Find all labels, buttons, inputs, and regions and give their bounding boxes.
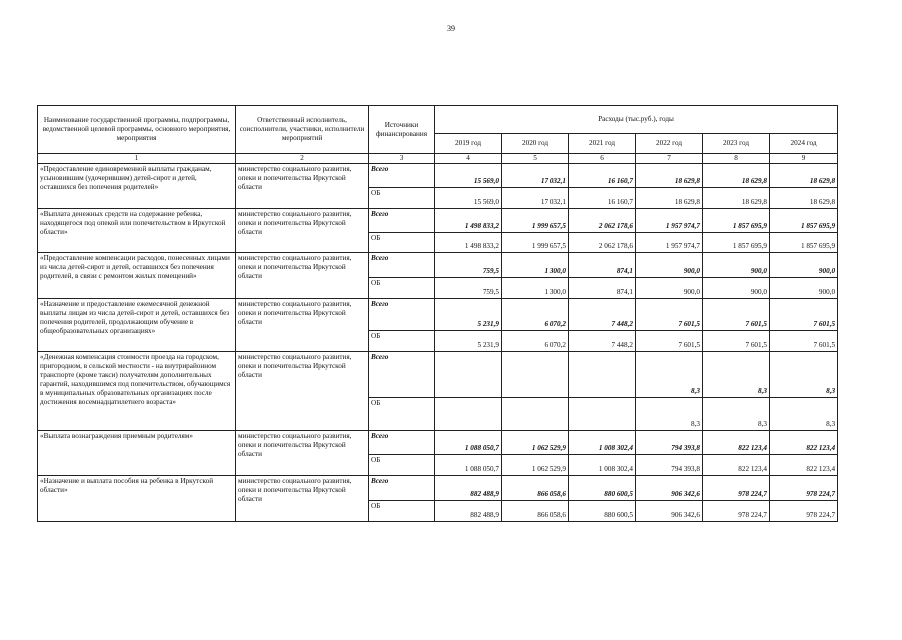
- ob-value: 978 224,7: [770, 501, 838, 522]
- funding-source-total: Всего: [369, 299, 435, 331]
- ob-value: 866 058,6: [502, 501, 569, 522]
- total-value: 1 498 833,2: [435, 209, 502, 233]
- ob-value: 759,5: [435, 278, 502, 299]
- program-name: «Денежная компенсация стоимости проезда на городском, пригородном, в сельской местности - на внутрирайонном транспорте (кроме такси) получателям дополнительных гарантий, находившимся под попечительством, обучающимся в муниципальных образовательных организациях после достижения восемнадцатилетнего возраста»: [38, 352, 236, 431]
- ob-value: 1 062 529,9: [502, 455, 569, 476]
- column-index: 4: [435, 154, 502, 164]
- funding-source-ob: ОБ: [369, 278, 435, 299]
- total-value: 5 231,9: [435, 299, 502, 331]
- program-name: «Предоставление единовременной выплаты гражданам, усыновившим (удочерившим) детей-сирот и детей, оставшихся без попечения родителей»: [38, 164, 236, 209]
- total-value: 822 123,4: [770, 431, 838, 455]
- total-value: 1 957 974,7: [636, 209, 703, 233]
- header-year: 2019 год: [435, 134, 502, 154]
- total-value: 1 999 657,5: [502, 209, 569, 233]
- ob-value: 900,0: [770, 278, 838, 299]
- total-value: [569, 352, 636, 398]
- ob-value: 7 601,5: [636, 331, 703, 352]
- total-value: 882 488,9: [435, 476, 502, 501]
- executor: министерство социального развития, опеки и попечительства Иркутской области: [236, 209, 369, 253]
- executor: министерство социального развития, опеки и попечительства Иркутской области: [236, 253, 369, 299]
- funding-source-total: Всего: [369, 352, 435, 398]
- page-number: 39: [447, 24, 455, 33]
- ob-value: 17 032,1: [502, 188, 569, 209]
- executor: министерство социального развития, опеки и попечительства Иркутской области: [236, 476, 369, 522]
- header-program-name: Наименование государственной программы, подпрограммы, ведомственной целевой программы, основного мероприятия, мероприятия: [38, 106, 236, 154]
- header-funding-source: Источники финансирования: [369, 106, 435, 154]
- ob-value: 16 160,7: [569, 188, 636, 209]
- total-value: 874,1: [569, 253, 636, 278]
- ob-value: 900,0: [703, 278, 770, 299]
- ob-value: 18 629,8: [636, 188, 703, 209]
- ob-value: 7 448,2: [569, 331, 636, 352]
- total-value: 822 123,4: [703, 431, 770, 455]
- column-index: 5: [502, 154, 569, 164]
- program-name: «Предоставление компенсации расходов, понесенных лицами из числа детей-сирот и детей, оставшихся без попечения родителей, в связи с ремонтом жилых помещений»: [38, 253, 236, 299]
- table-row: [38, 209, 838, 233]
- ob-value: 15 569,0: [435, 188, 502, 209]
- total-value: 794 393,8: [636, 431, 703, 455]
- ob-value: [435, 398, 502, 431]
- executor: министерство социального развития, опеки и попечительства Иркутской области: [236, 352, 369, 431]
- total-value: 8,3: [703, 352, 770, 398]
- ob-value: 880 600,5: [569, 501, 636, 522]
- expenses-table: [37, 105, 838, 522]
- total-value: 1 008 302,4: [569, 431, 636, 455]
- ob-value: 1 999 657,5: [502, 233, 569, 253]
- table-row: [38, 431, 838, 455]
- total-value: 6 070,2: [502, 299, 569, 331]
- program-name: «Назначение и предоставление ежемесячной денежной выплаты лицам из числа детей-сирот и детей, оставшихся без попечения родителей, продолжающим обучение в общеобразовательных организациях»: [38, 299, 236, 352]
- column-index: 2: [236, 154, 369, 164]
- total-value: 1 088 050,7: [435, 431, 502, 455]
- ob-value: 1 300,0: [502, 278, 569, 299]
- total-value: 18 629,8: [703, 164, 770, 188]
- funding-source-ob: ОБ: [369, 398, 435, 431]
- header-executor: Ответственный исполнитель, соисполнители, участники, исполнители мероприятий: [236, 106, 369, 154]
- total-value: 978 224,7: [703, 476, 770, 501]
- total-value: 1 062 529,9: [502, 431, 569, 455]
- total-value: 978 224,7: [770, 476, 838, 501]
- funding-source-total: Всего: [369, 164, 435, 188]
- ob-value: 5 231,9: [435, 331, 502, 352]
- funding-source-ob: ОБ: [369, 455, 435, 476]
- funding-source-ob: ОБ: [369, 501, 435, 522]
- ob-value: 900,0: [636, 278, 703, 299]
- column-index-row: [38, 154, 838, 164]
- header-year: 2024 год: [770, 134, 838, 154]
- total-value: [502, 352, 569, 398]
- ob-value: 8,3: [636, 398, 703, 431]
- ob-value: 7 601,5: [703, 331, 770, 352]
- total-value: 900,0: [703, 253, 770, 278]
- header-year: 2023 год: [703, 134, 770, 154]
- table-row: [38, 352, 838, 398]
- ob-value: 18 629,8: [770, 188, 838, 209]
- header-expenses: Расходы (тыс.руб.), годы: [435, 106, 838, 134]
- total-value: 7 601,5: [703, 299, 770, 331]
- column-index: 9: [770, 154, 838, 164]
- total-value: 8,3: [636, 352, 703, 398]
- header-year: 2020 год: [502, 134, 569, 154]
- total-value: 759,5: [435, 253, 502, 278]
- total-value: [435, 352, 502, 398]
- ob-value: 1 498 833,2: [435, 233, 502, 253]
- total-value: 18 629,8: [770, 164, 838, 188]
- ob-value: 1 008 302,4: [569, 455, 636, 476]
- ob-value: 1 957 974,7: [636, 233, 703, 253]
- total-value: 16 160,7: [569, 164, 636, 188]
- ob-value: 7 601,5: [770, 331, 838, 352]
- program-name: «Выплата денежных средств на содержание ребенка, находящегося под опекой или попечительством в Иркутской области»: [38, 209, 236, 253]
- executor: министерство социального развития, опеки и попечительства Иркутской области: [236, 431, 369, 476]
- total-value: 8,3: [770, 352, 838, 398]
- table-row: [38, 299, 838, 331]
- total-value: 17 032,1: [502, 164, 569, 188]
- total-value: 7 601,5: [636, 299, 703, 331]
- total-value: 15 569,0: [435, 164, 502, 188]
- column-index: 6: [569, 154, 636, 164]
- funding-source-ob: ОБ: [369, 331, 435, 352]
- header-year: 2022 год: [636, 134, 703, 154]
- header-year: 2021 год: [569, 134, 636, 154]
- ob-value: [502, 398, 569, 431]
- total-value: 7 448,2: [569, 299, 636, 331]
- column-index: 3: [369, 154, 435, 164]
- total-value: 900,0: [770, 253, 838, 278]
- executor: министерство социального развития, опеки и попечительства Иркутской области: [236, 299, 369, 352]
- total-value: 866 058,6: [502, 476, 569, 501]
- funding-source-ob: ОБ: [369, 188, 435, 209]
- ob-value: 2 062 178,6: [569, 233, 636, 253]
- executor: министерство социального развития, опеки и попечительства Иркутской области: [236, 164, 369, 209]
- column-index: 7: [636, 154, 703, 164]
- total-value: 1 857 695,9: [770, 209, 838, 233]
- ob-value: 1 088 050,7: [435, 455, 502, 476]
- ob-value: [569, 398, 636, 431]
- total-value: 2 062 178,6: [569, 209, 636, 233]
- total-value: 1 300,0: [502, 253, 569, 278]
- ob-value: 1 857 695,9: [703, 233, 770, 253]
- ob-value: 1 857 695,9: [770, 233, 838, 253]
- program-name: «Назначение и выплата пособия на ребенка в Иркутской области»: [38, 476, 236, 522]
- funding-source-total: Всего: [369, 209, 435, 233]
- program-name: «Выплата вознаграждения приемным родителям»: [38, 431, 236, 476]
- funding-source-total: Всего: [369, 253, 435, 278]
- table-row: [38, 476, 838, 501]
- ob-value: 822 123,4: [770, 455, 838, 476]
- column-index: 8: [703, 154, 770, 164]
- column-index: 1: [38, 154, 236, 164]
- funding-source-total: Всего: [369, 431, 435, 455]
- total-value: 880 600,5: [569, 476, 636, 501]
- ob-value: 18 629,8: [703, 188, 770, 209]
- ob-value: 874,1: [569, 278, 636, 299]
- total-value: 7 601,5: [770, 299, 838, 331]
- funding-source-total: Всего: [369, 476, 435, 501]
- ob-value: 794 393,8: [636, 455, 703, 476]
- ob-value: 822 123,4: [703, 455, 770, 476]
- total-value: 900,0: [636, 253, 703, 278]
- ob-value: 6 070,2: [502, 331, 569, 352]
- total-value: 18 629,8: [636, 164, 703, 188]
- ob-value: 906 342,6: [636, 501, 703, 522]
- total-value: 1 857 695,9: [703, 209, 770, 233]
- ob-value: 8,3: [703, 398, 770, 431]
- ob-value: 8,3: [770, 398, 838, 431]
- total-value: 906 342,6: [636, 476, 703, 501]
- table-row: [38, 164, 838, 188]
- ob-value: 882 488,9: [435, 501, 502, 522]
- ob-value: 978 224,7: [703, 501, 770, 522]
- table-row: [38, 253, 838, 278]
- funding-source-ob: ОБ: [369, 233, 435, 253]
